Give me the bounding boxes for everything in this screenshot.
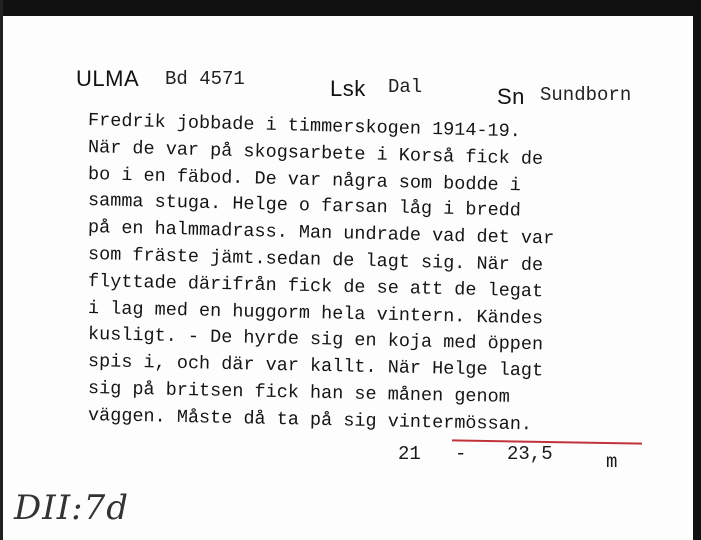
measurement-from: 21 [398,443,421,465]
body-line: kusligt. - De hyrde sig en koja med öppen [87,324,544,356]
handwritten-signature: DII:7d [14,488,129,528]
body-line: samma stuga. Helge o farsan låg i bredd [87,190,522,222]
body-line: bo i en fäbod. De var några som bodde i [87,163,522,196]
landskap-value: Dal [388,76,423,98]
body-line: spis i, och där var kallt. När Helge lagt [87,351,544,382]
socken-label: Sn [497,84,525,109]
measurement-dash: - [455,443,467,465]
body-line: flyttade därifrån fick de se att de legat [87,270,544,303]
socken-value: Sundborn [540,84,632,106]
body-line: på en halmmadrass. Man undrade vad det var [87,217,555,250]
body-line: När de var på skogsarbete i Korså fick de [87,136,544,170]
body-line: i lag med en huggorm hela vintern. Kändes [87,297,544,329]
landskap-label: Lsk [330,76,366,101]
scan-border-top [0,0,701,16]
ulma-label: ULMA [76,66,140,91]
ulma-number: Bd 4571 [165,68,245,90]
body-line: Fredrik jobbade i timmerskogen 1914-19. [87,110,522,143]
body-line: sig på britsen fick han se månen genom [87,377,511,408]
measurement-unit: m [606,451,618,473]
card-body-text [87,108,678,436]
body-line: väggen. Måste då ta på sig vintermössan. [87,404,533,436]
scan-border-right [693,0,701,540]
measurement-to: 23,5 [507,443,553,465]
body-line: som fräste jämt.sedan de lagt sig. När de [87,243,544,277]
